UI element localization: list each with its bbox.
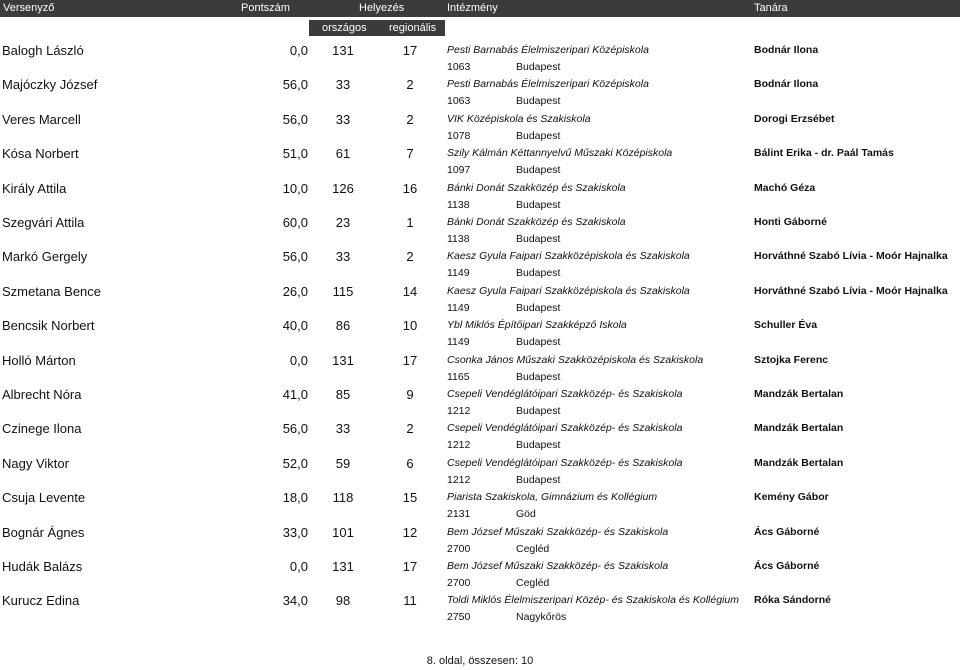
points-value: 60,0 [282, 215, 308, 230]
city-name: Budapest [516, 95, 561, 108]
regional-rank: 7 [406, 146, 414, 162]
points-value: 26,0 [282, 283, 308, 299]
postal-code: 1149 [447, 301, 470, 314]
points-value: 56,0 [282, 249, 308, 265]
page-footer [0, 655, 960, 667]
regional-rank: 1 [406, 215, 414, 230]
competitor-name: Bognár Ágnes [2, 524, 85, 540]
national-rank: 33 [335, 421, 351, 437]
city-name: Cegléd [516, 577, 550, 589]
postal-code: 1078 [447, 129, 471, 142]
competitor-name: Majóczky József [2, 77, 98, 93]
national-rank: 86 [335, 318, 351, 334]
school-name: Csepeli Vendéglátóipari Szakközép- és Szakiskola [447, 456, 683, 469]
teacher-name: Bodnár Ilona [754, 78, 819, 91]
teacher-name: Horváthné Szabó Lívia - Moór Hajnalka [754, 250, 948, 263]
table-row [0, 490, 960, 524]
teacher-name: Sztojka Ferenc [754, 353, 829, 366]
city-name: Budapest [516, 61, 561, 73]
teacher-name: Dorogi Erzsébet [754, 112, 835, 125]
competitor-name: Holló Márton [2, 352, 76, 368]
national-rank: 85 [335, 387, 351, 402]
teacher-name: Ács Gáborné [754, 525, 820, 538]
national-rank: 23 [335, 215, 351, 230]
postal-code: 1063 [447, 95, 471, 108]
national-rank: 126 [332, 180, 354, 196]
city-name: Budapest [516, 370, 561, 383]
competitor-name: Király Attila [2, 180, 67, 196]
city-name: Budapest [516, 405, 561, 417]
table-header [0, 0, 960, 17]
table-row [0, 215, 960, 249]
teacher-name: Machó Géza [754, 181, 816, 194]
teacher-name: Honti Gáborné [754, 216, 827, 228]
postal-code: 2750 [447, 611, 471, 624]
competitor-name: Csuja Levente [2, 490, 86, 506]
regional-rank: 6 [406, 455, 414, 471]
teacher-name: Bálint Erika - dr. Paál Tamás [754, 147, 894, 160]
points-value: 56,0 [282, 421, 308, 437]
national-rank: 118 [332, 490, 354, 506]
regional-rank: 2 [406, 421, 414, 437]
school-name: Kaesz Gyula Faipari Szakközépiskola és Szakiskola [447, 250, 690, 263]
school-name: Pesti Barnabás Élelmiszeripari Középiskola [447, 78, 649, 91]
postal-code: 2700 [447, 542, 471, 555]
competitor-name: Albrecht Nóra [2, 387, 82, 402]
regional-rank: 2 [406, 111, 414, 127]
school-name: VIK Középiskola és Szakiskola [447, 112, 591, 125]
competitor-name: Markó Gergely [2, 249, 88, 265]
postal-code: 1138 [447, 233, 470, 245]
table-row [0, 318, 960, 352]
table-row [0, 77, 960, 111]
city-name: Budapest [516, 473, 561, 486]
school-name: Bánki Donát Szakközép és Szakiskola [447, 181, 626, 194]
postal-code: 1149 [447, 267, 470, 280]
city-name: Budapest [516, 267, 561, 280]
regional-rank: 14 [402, 283, 418, 299]
table-row [0, 146, 960, 180]
national-rank: 131 [332, 352, 354, 368]
national-rank: 33 [335, 249, 351, 265]
header-national[interactable]: országos [322, 22, 367, 34]
table-row [0, 43, 960, 77]
page-counter: 8. oldal, összesen: 10 [426, 655, 534, 667]
school-name: Csepeli Vendéglátóipari Szakközép- és Szakiskola [447, 388, 683, 400]
school-name: Ybl Miklós Építőipari Szakképző Iskola [447, 319, 627, 332]
regional-rank: 9 [406, 387, 414, 402]
teacher-name: Horváthné Szabó Lívia - Moór Hajnalka [754, 284, 948, 297]
postal-code: 2700 [447, 577, 471, 589]
table-row [0, 525, 960, 559]
competitor-name: Veres Marcell [2, 111, 81, 127]
table-row [0, 387, 960, 421]
header-teacher[interactable]: Tanára [754, 2, 788, 14]
header-rank[interactable]: Helyezés [359, 2, 405, 14]
city-name: Budapest [516, 129, 561, 142]
city-name: Budapest [516, 336, 561, 349]
teacher-name: Mandzák Bertalan [754, 456, 844, 469]
city-name: Nagykőrös [516, 611, 567, 624]
teacher-name: Kemény Gábor [754, 491, 829, 504]
points-value: 0,0 [289, 352, 308, 368]
points-value: 34,0 [282, 593, 308, 609]
regional-rank: 16 [402, 180, 418, 196]
regional-rank: 10 [402, 318, 418, 334]
postal-code: 1063 [447, 61, 471, 73]
regional-rank: 2 [406, 249, 414, 265]
points-value: 56,0 [282, 77, 308, 93]
city-name: Budapest [516, 164, 561, 177]
school-name: Bánki Donát Szakközép és Szakiskola [447, 216, 626, 228]
table-row [0, 284, 960, 318]
competitor-name: Szegvári Attila [2, 215, 85, 230]
city-name: Budapest [516, 439, 561, 452]
national-rank: 131 [332, 559, 354, 574]
school-name: Szily Kálmán Kéttannyelvű Műszaki Középiskola [447, 147, 673, 160]
school-name: Csonka János Műszaki Szakközépiskola és Szakiskola [447, 353, 704, 366]
school-name: Kaesz Gyula Faipari Szakközépiskola és Szakiskola [447, 284, 690, 297]
rank-subheader [309, 20, 445, 36]
school-name: Piarista Szakiskola, Gimnázium és Kollégium [447, 491, 658, 504]
postal-code: 1138 [447, 198, 470, 211]
points-value: 41,0 [282, 387, 308, 402]
points-value: 10,0 [282, 180, 308, 196]
teacher-name: Mandzák Bertalan [754, 388, 844, 400]
school-name: Toldi Miklós Élelmiszeripari Közép- és Szakiskola és Kollégium [447, 594, 739, 607]
table-row [0, 559, 960, 593]
regional-rank: 17 [402, 559, 418, 574]
postal-code: 1212 [447, 439, 471, 452]
competitor-name: Hudák Balázs [2, 559, 83, 574]
postal-code: 1097 [447, 164, 471, 177]
header-regional[interactable]: regionális [389, 22, 437, 34]
table-row [0, 421, 960, 455]
postal-code: 1165 [447, 370, 470, 383]
points-value: 40,0 [282, 318, 308, 334]
points-value: 51,0 [282, 146, 308, 162]
school-name: Pesti Barnabás Élelmiszeripari Középiskola [447, 44, 649, 56]
teacher-name: Mandzák Bertalan [754, 422, 844, 435]
regional-rank: 17 [402, 43, 418, 58]
header-points[interactable]: Pontszám [241, 2, 290, 14]
points-value: 0,0 [289, 559, 308, 574]
header-name[interactable]: Versenyző [3, 2, 55, 14]
national-rank: 115 [332, 283, 354, 299]
regional-rank: 11 [403, 593, 417, 609]
table-row [0, 112, 960, 146]
postal-code: 1149 [447, 336, 470, 349]
table-row [0, 181, 960, 215]
school-name: Bem József Műszaki Szakközép- és Szakiskola [447, 560, 669, 572]
national-rank: 61 [335, 146, 351, 162]
national-rank: 59 [335, 455, 351, 471]
competitor-name: Nagy Viktor [2, 455, 69, 471]
points-value: 52,0 [282, 455, 308, 471]
regional-rank: 2 [406, 77, 414, 93]
regional-rank: 17 [402, 352, 418, 368]
regional-rank: 15 [402, 490, 418, 506]
postal-code: 2131 [447, 508, 471, 521]
city-name: Budapest [516, 301, 561, 314]
table-row [0, 353, 960, 387]
postal-code: 1212 [447, 405, 471, 417]
national-rank: 101 [332, 524, 354, 540]
national-rank: 131 [332, 43, 354, 58]
school-name: Csepeli Vendéglátóipari Szakközép- és Szakiskola [447, 422, 683, 435]
teacher-name: Bodnár Ilona [754, 44, 819, 56]
teacher-name: Schuller Éva [754, 319, 818, 332]
table-row [0, 249, 960, 283]
competitor-name: Kósa Norbert [2, 146, 79, 162]
national-rank: 33 [335, 111, 351, 127]
city-name: Cegléd [516, 542, 550, 555]
header-school[interactable]: Intézmény [447, 2, 498, 14]
national-rank: 33 [335, 77, 351, 93]
city-name: Budapest [516, 198, 561, 211]
competitor-name: Balogh László [2, 43, 84, 58]
teacher-name: Ács Gáborné [754, 560, 820, 572]
postal-code: 1212 [447, 473, 471, 486]
competitor-name: Szmetana Bence [2, 283, 102, 299]
table-row [0, 593, 960, 627]
national-rank: 98 [335, 593, 351, 609]
points-value: 56,0 [282, 111, 308, 127]
competitor-name: Kurucz Edina [2, 593, 80, 609]
competitor-name: Bencsik Norbert [2, 318, 95, 334]
points-value: 0,0 [289, 43, 308, 58]
regional-rank: 12 [402, 524, 418, 540]
points-value: 18,0 [282, 490, 308, 506]
city-name: Göd [516, 508, 536, 521]
city-name: Budapest [516, 233, 561, 245]
teacher-name: Róka Sándorné [754, 594, 832, 607]
school-name: Bem József Műszaki Szakközép- és Szakiskola [447, 525, 669, 538]
points-value: 33,0 [282, 524, 308, 540]
table-row [0, 456, 960, 490]
competitor-name: Czinege Ilona [2, 421, 82, 437]
